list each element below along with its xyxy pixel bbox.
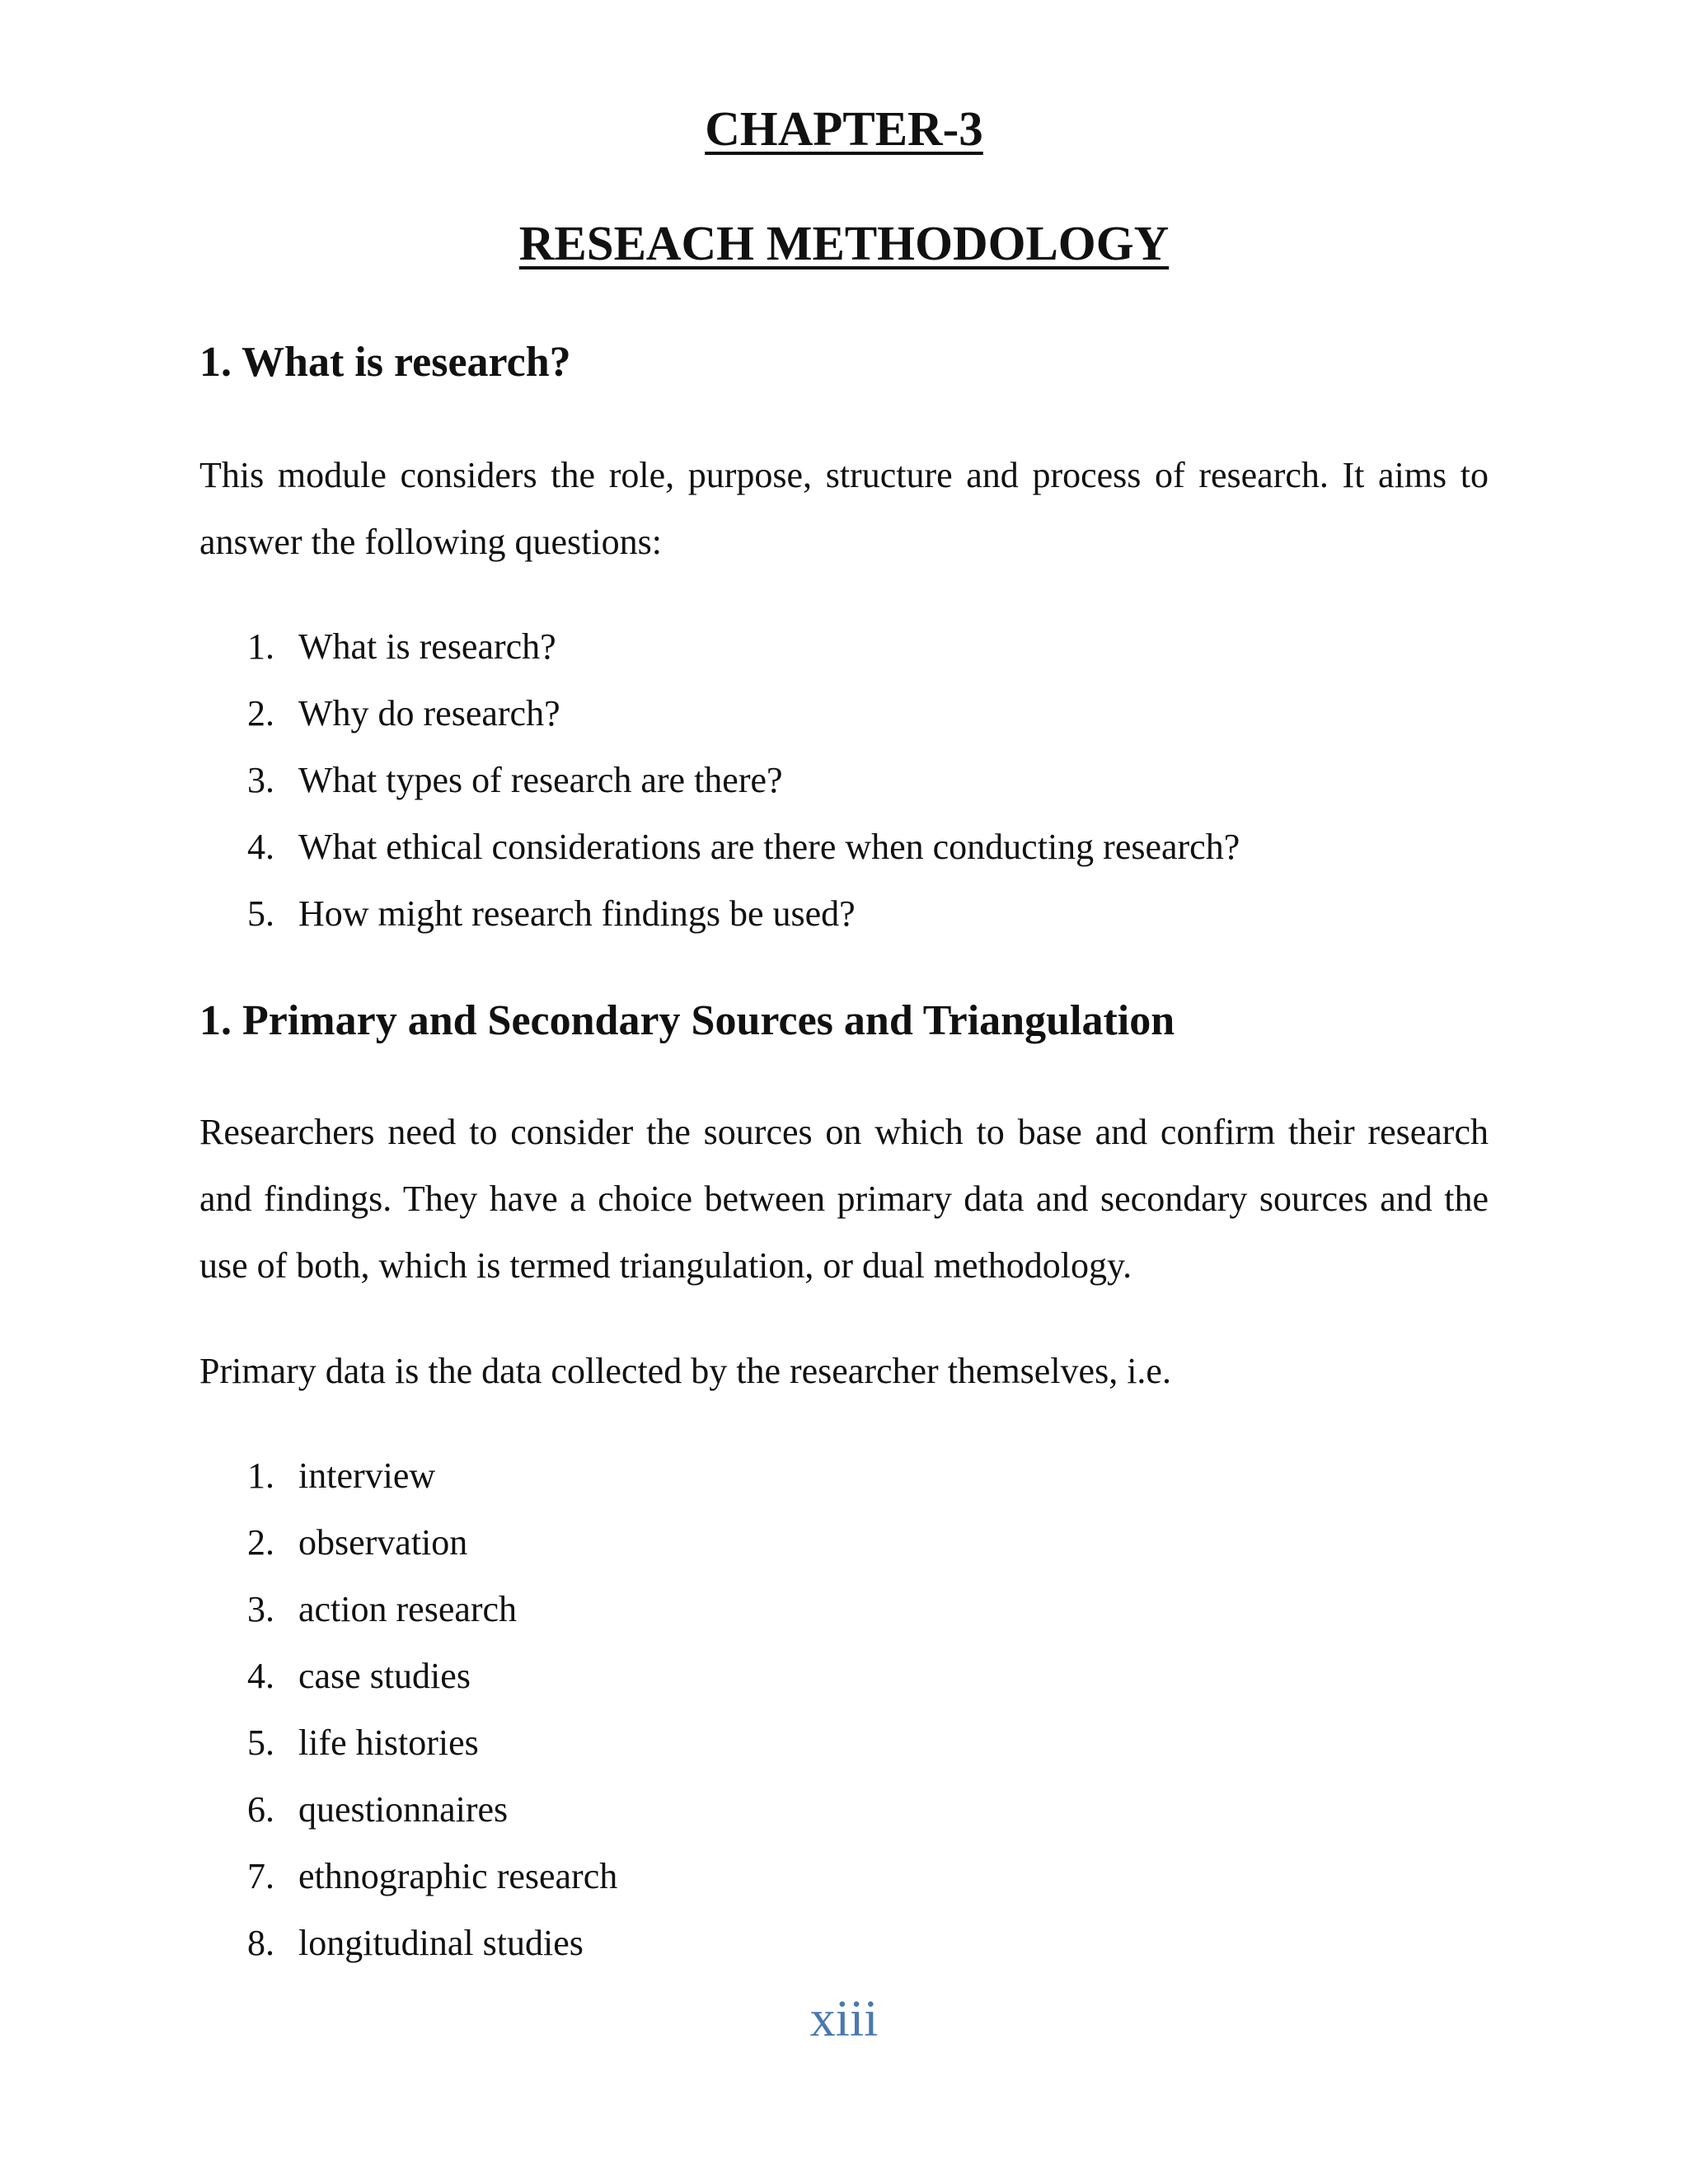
list-item-number: 8. <box>247 1923 274 1963</box>
section-heading-what-is-research: 1. What is research? <box>199 339 571 386</box>
list-item-text: questionnaires <box>298 1789 509 1830</box>
list-item <box>199 1509 1485 1576</box>
list-item-number: 5. <box>247 893 274 934</box>
list-item-text: What ethical considerations are there when conducting research? <box>298 827 1240 867</box>
list-item-text: Why do research? <box>298 693 560 733</box>
chapter-title-text: CHAPTER-3 <box>705 101 983 156</box>
list-item-number: 2. <box>247 1522 274 1563</box>
list-item-text: longitudinal studies <box>298 1923 584 1963</box>
list-item-number: 4. <box>247 827 274 867</box>
list-item <box>199 1709 1485 1776</box>
list-item-number: 3. <box>247 1589 274 1629</box>
primary-data-methods-list <box>199 1442 1485 1976</box>
section1-intro-paragraph: This module considers the role, purpose, structure and process of research. It aims to answer the following questions: <box>199 455 1489 562</box>
section-heading-primary-secondary-sources: 1. Primary and Secondary Sources and Triangulation <box>199 997 1175 1044</box>
list-item-number: 1. <box>247 1455 274 1496</box>
chapter-subtitle <box>0 212 1688 274</box>
list-item-number: 5. <box>247 1722 274 1763</box>
research-questions-list <box>199 613 1485 947</box>
list-item <box>199 813 1485 880</box>
list-item <box>199 613 1485 680</box>
list-item <box>199 1576 1485 1643</box>
chapter-title <box>0 97 1688 160</box>
list-item <box>199 1910 1485 1976</box>
list-item <box>199 880 1485 947</box>
list-item-text: interview <box>298 1455 436 1496</box>
list-item-text: case studies <box>298 1656 471 1696</box>
list-item-text: How might research findings be used? <box>298 893 856 934</box>
list-item-number: 6. <box>247 1789 274 1830</box>
list-item-text: What types of research are there? <box>298 760 783 800</box>
list-item-number: 3. <box>247 760 274 800</box>
list-item <box>199 1776 1485 1843</box>
list-item-text: observation <box>298 1522 468 1563</box>
list-item <box>199 680 1485 747</box>
list-item <box>199 1643 1485 1709</box>
list-item-text: life histories <box>298 1722 479 1763</box>
list-item <box>199 1843 1485 1910</box>
section2-paragraph-primary-data: Primary data is the data collected by the researcher themselves, i.e. <box>199 1351 1171 1391</box>
list-item <box>199 747 1485 813</box>
page-number: xiii <box>809 1991 879 2047</box>
list-item-number: 1. <box>247 626 274 667</box>
list-item-text: What is research? <box>298 626 556 667</box>
list-item-number: 4. <box>247 1656 274 1696</box>
chapter-subtitle-text: RESEACH METHODOLOGY <box>518 216 1170 270</box>
list-item <box>199 1442 1485 1509</box>
list-item-text: ethnographic research <box>298 1856 618 1896</box>
list-item-number: 2. <box>247 693 274 733</box>
section2-paragraph-sources: Researchers need to consider the sources on which to base and confirm their research and findings. They have a choice between primary data and secondary sources and the use of both, which is termed triangulation, or dual methodology. <box>199 1112 1489 1286</box>
list-item-text: action research <box>298 1589 518 1629</box>
list-item-number: 7. <box>247 1856 274 1896</box>
